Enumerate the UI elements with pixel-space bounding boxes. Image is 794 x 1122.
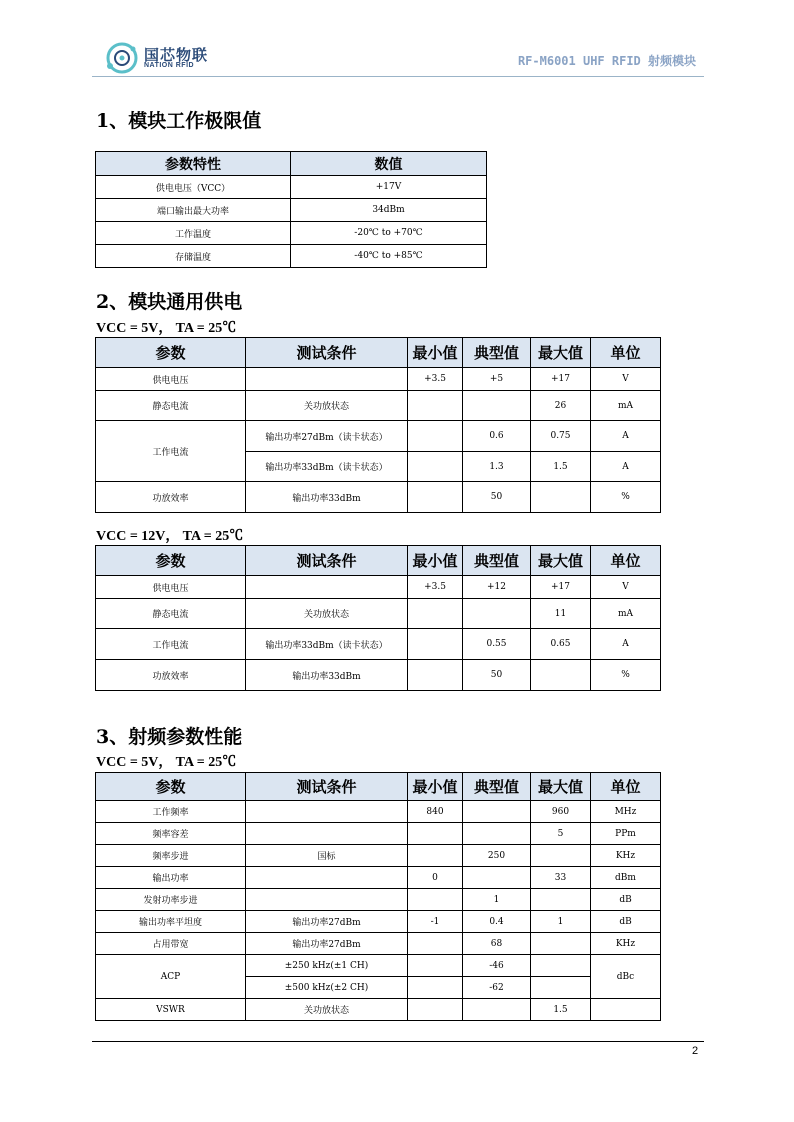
cell: 关功放状态 (246, 999, 408, 1021)
cell (408, 452, 463, 482)
condition-label: VCC = 5V， TA = 25℃ (96, 321, 237, 336)
header-cell: 参数 (96, 773, 246, 801)
cell: 静态电流 (96, 599, 246, 629)
table-row (96, 867, 661, 889)
header-cell: 最小值 (408, 338, 463, 368)
cell: 1 (463, 889, 531, 911)
table-row (96, 599, 661, 629)
rf-performance-table (95, 772, 661, 1021)
cell: 26 (531, 391, 591, 421)
header-cell: 单位 (591, 546, 661, 576)
cell: -20℃ to +70℃ (291, 222, 487, 245)
cell: A (591, 452, 661, 482)
table-row (96, 629, 661, 660)
cell (246, 801, 408, 823)
cell (531, 889, 591, 911)
cell: 输出功率27dBm (246, 911, 408, 933)
cell: VSWR (96, 999, 246, 1021)
cell (408, 660, 463, 691)
cell: 输出功率平坦度 (96, 911, 246, 933)
header-title: RF-M6001 UHF RFID 射频模块 (517, 54, 696, 68)
header-cell: 测试条件 (246, 546, 408, 576)
header-cell: 参数特性 (96, 152, 291, 176)
cell: 关功放状态 (246, 599, 408, 629)
cell: % (591, 660, 661, 691)
cell (408, 933, 463, 955)
cell: 发射功率步进 (96, 889, 246, 911)
cell: dBm (591, 867, 661, 889)
cell (463, 823, 531, 845)
header-cell: 典型值 (463, 338, 531, 368)
cell: -1 (408, 911, 463, 933)
cell (246, 576, 408, 599)
table-row (96, 801, 661, 823)
cell: ±250 kHz(±1 CH) (246, 955, 408, 977)
cell: 功放效率 (96, 660, 246, 691)
cell (531, 660, 591, 691)
cell (408, 845, 463, 867)
cell: +17V (291, 176, 487, 199)
table-row (96, 911, 661, 933)
cell: PPm (591, 823, 661, 845)
header-cell: 参数 (96, 546, 246, 576)
cell (531, 955, 591, 977)
table-row (96, 845, 661, 867)
cell: 输出功率33dBm（读卡状态） (246, 452, 408, 482)
cell: 频率容差 (96, 823, 246, 845)
table-row (96, 823, 661, 845)
cell: 50 (463, 482, 531, 513)
cell: ACP (96, 955, 246, 999)
cell: +3.5 (408, 576, 463, 599)
cell: 供电电压 (96, 368, 246, 391)
cell: 0.65 (531, 629, 591, 660)
header-cell: 参数 (96, 338, 246, 368)
header-cell: 最小值 (408, 773, 463, 801)
cell (463, 867, 531, 889)
logo-icon (104, 40, 140, 76)
cell: 0.55 (463, 629, 531, 660)
cell: 0.6 (463, 421, 531, 452)
cell: mA (591, 391, 661, 421)
cell (408, 629, 463, 660)
cell (408, 977, 463, 999)
cell (408, 823, 463, 845)
cell: 840 (408, 801, 463, 823)
header-divider (92, 76, 704, 77)
power-table-12v (95, 545, 661, 691)
cell: A (591, 421, 661, 452)
cell: ±500 kHz(±2 CH) (246, 977, 408, 999)
cell: 输出功率33dBm (246, 660, 408, 691)
header-cell: 典型值 (463, 546, 531, 576)
cell: 占用带宽 (96, 933, 246, 955)
cell: +17 (531, 576, 591, 599)
cell: MHz (591, 801, 661, 823)
cell: 68 (463, 933, 531, 955)
cell: dBc (591, 955, 661, 999)
table-row (96, 391, 661, 421)
cell: -62 (463, 977, 531, 999)
cell: 关功放状态 (246, 391, 408, 421)
table-row (96, 421, 661, 452)
header-cell: 最大值 (531, 546, 591, 576)
cell: V (591, 576, 661, 599)
cell: mA (591, 599, 661, 629)
cell: 工作温度 (96, 222, 291, 245)
table-row (96, 199, 487, 222)
cell (591, 999, 661, 1021)
table-row (96, 576, 661, 599)
header-cell: 单位 (591, 773, 661, 801)
cell (408, 391, 463, 421)
cell: 功放效率 (96, 482, 246, 513)
cell: 国标 (246, 845, 408, 867)
cell: 11 (531, 599, 591, 629)
cell (246, 867, 408, 889)
table-row (96, 482, 661, 513)
header-cell: 测试条件 (246, 338, 408, 368)
cell: 输出功率27dBm (246, 933, 408, 955)
cell (246, 823, 408, 845)
cell: 工作电流 (96, 629, 246, 660)
condition-label: VCC = 12V， TA = 25℃ (96, 529, 244, 544)
power-table-5v (95, 337, 661, 513)
header-cell: 最小值 (408, 546, 463, 576)
cell: 33 (531, 867, 591, 889)
table-row (96, 889, 661, 911)
cell (408, 955, 463, 977)
table-row (96, 955, 661, 977)
cell: dB (591, 911, 661, 933)
cell: +5 (463, 368, 531, 391)
cell: 工作频率 (96, 801, 246, 823)
cell: +12 (463, 576, 531, 599)
cell (463, 391, 531, 421)
table-row (96, 368, 661, 391)
cell: 1.5 (531, 999, 591, 1021)
cell: 0 (408, 867, 463, 889)
cell: 5 (531, 823, 591, 845)
cell (463, 801, 531, 823)
cell: dB (591, 889, 661, 911)
cell: 34dBm (291, 199, 487, 222)
cell (246, 889, 408, 911)
cell: KHz (591, 933, 661, 955)
limits-table (95, 151, 487, 268)
cell: 1.3 (463, 452, 531, 482)
cell: 输出功率 (96, 867, 246, 889)
cell: KHz (591, 845, 661, 867)
cell: 静态电流 (96, 391, 246, 421)
cell: 工作电流 (96, 421, 246, 482)
table-row (96, 222, 487, 245)
cell: V (591, 368, 661, 391)
cell (408, 482, 463, 513)
logo-cn-text: 国芯物联 (144, 46, 209, 64)
cell: 250 (463, 845, 531, 867)
section2-title: 2、模块通用供电 (96, 291, 243, 313)
cell (531, 482, 591, 513)
header-cell: 最大值 (531, 338, 591, 368)
cell (463, 599, 531, 629)
header-cell: 测试条件 (246, 773, 408, 801)
cell: +3.5 (408, 368, 463, 391)
cell (531, 933, 591, 955)
logo-en-text: NATION RFID (144, 62, 195, 69)
cell (531, 977, 591, 999)
cell: 供电电压（VCC） (96, 176, 291, 199)
cell: 输出功率27dBm（读卡状态） (246, 421, 408, 452)
table-row (96, 660, 661, 691)
cell: 输出功率33dBm（读卡状态） (246, 629, 408, 660)
cell: 0.75 (531, 421, 591, 452)
section1-title: 1、模块工作极限值 (96, 110, 262, 132)
footer-divider (92, 1041, 704, 1042)
cell: 1 (531, 911, 591, 933)
cell: -46 (463, 955, 531, 977)
cell: +17 (531, 368, 591, 391)
page-number: 2 (692, 1045, 699, 1057)
table-row (96, 999, 661, 1021)
cell (408, 599, 463, 629)
table-row (96, 933, 661, 955)
condition-label: VCC = 5V， TA = 25℃ (96, 755, 237, 770)
header-cell: 数值 (291, 152, 487, 176)
cell: % (591, 482, 661, 513)
cell: A (591, 629, 661, 660)
cell: 频率步进 (96, 845, 246, 867)
cell (531, 845, 591, 867)
cell (408, 889, 463, 911)
header-cell: 单位 (591, 338, 661, 368)
cell: 960 (531, 801, 591, 823)
table-row (96, 245, 487, 268)
cell: 0.4 (463, 911, 531, 933)
cell (408, 999, 463, 1021)
cell (246, 368, 408, 391)
cell: 供电电压 (96, 576, 246, 599)
cell: 50 (463, 660, 531, 691)
cell: 输出功率33dBm (246, 482, 408, 513)
cell: 存储温度 (96, 245, 291, 268)
table-row (96, 176, 487, 199)
cell: 1.5 (531, 452, 591, 482)
header-cell: 最大值 (531, 773, 591, 801)
cell: 端口输出最大功率 (96, 199, 291, 222)
cell: -40℃ to +85℃ (291, 245, 487, 268)
section3-title: 3、射频参数性能 (96, 726, 243, 748)
cell (408, 421, 463, 452)
cell (463, 999, 531, 1021)
header-cell: 典型值 (463, 773, 531, 801)
